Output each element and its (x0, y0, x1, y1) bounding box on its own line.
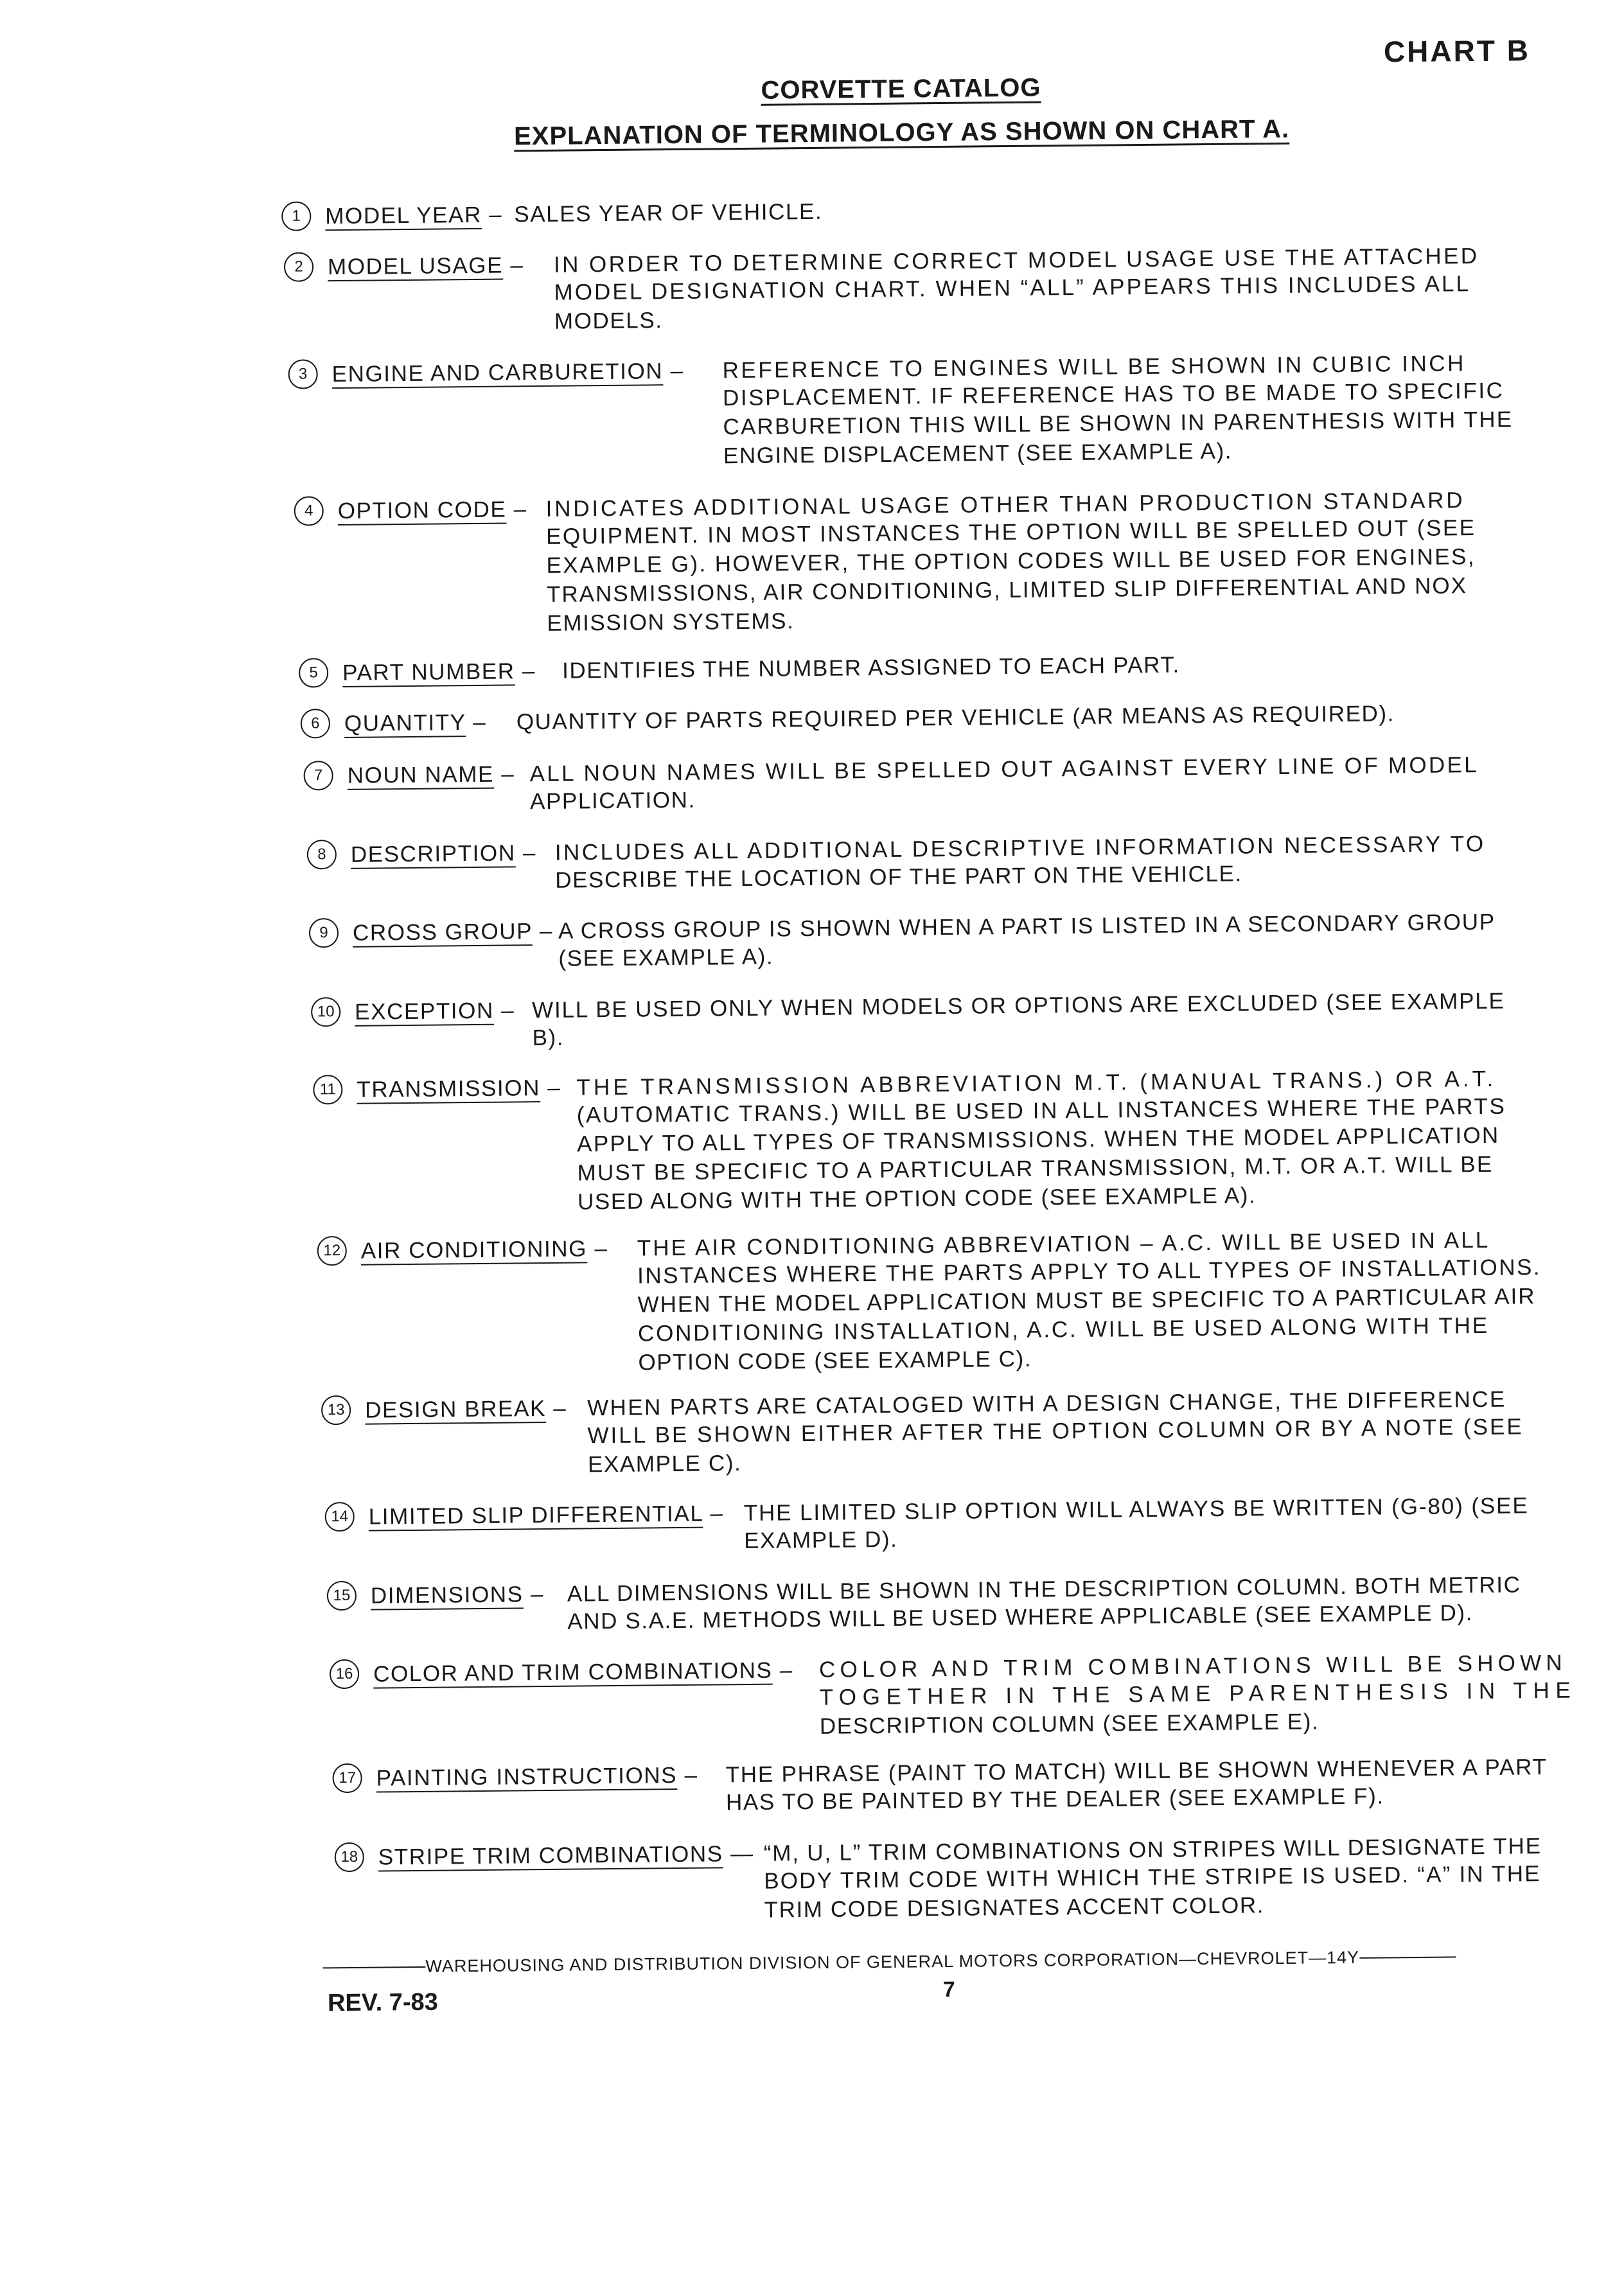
term-label: DESCRIPTION – (350, 840, 537, 867)
term-name: DESCRIPTION (350, 840, 516, 867)
term-name: TRANSMISSION (357, 1075, 541, 1102)
term-label: PAINTING INSTRUCTIONS – (376, 1762, 698, 1791)
revision-label: REV. 7-83 (327, 1988, 439, 2017)
entry-number-badge: 16 (330, 1659, 359, 1689)
definition-line: DESCRIBE THE LOCATION OF THE PART ON THE VEHICLE. (555, 861, 1243, 893)
definition-line: ALL DIMENSIONS WILL BE SHOWN IN THE DESCRIPTION COLUMN. BOTH METRIC (567, 1572, 1521, 1607)
definition-line: BODY TRIM CODE WITH WHICH THE STRIPE IS USED. “A” IN THE (764, 1861, 1541, 1894)
entry-number-badge: 2 (284, 252, 313, 281)
entry-number-badge: 11 (313, 1075, 342, 1104)
term-name: AIR CONDITIONING (360, 1236, 588, 1264)
definition-line: ALL NOUN NAMES WILL BE SPELLED OUT AGAINST EVERY LINE OF MODEL (529, 752, 1479, 787)
term-label: EXCEPTION – (355, 998, 515, 1025)
term-label: QUANTITY – (344, 709, 487, 736)
definition-line: USED ALONG WITH THE OPTION CODE (SEE EXAMPLE A). (577, 1183, 1257, 1215)
entry-number-badge: 5 (299, 658, 328, 687)
term-name: OPTION CODE (337, 497, 507, 524)
definition-line: TOGETHER IN THE SAME PARENTHESIS IN THE (819, 1677, 1577, 1710)
catalog-title: CORVETTE CATALOG (761, 73, 1041, 105)
term-name: COLOR AND TRIM COMBINATIONS (373, 1657, 773, 1687)
definition-line: APPLY TO ALL TYPES OF TRANSMISSIONS. WHEN THE MODEL APPLICATION (576, 1122, 1500, 1157)
term-label: AIR CONDITIONING – (360, 1236, 608, 1264)
entry-number-badge: 18 (335, 1842, 364, 1872)
term-name: EXCEPTION (355, 998, 495, 1025)
term-label: LIMITED SLIP DIFFERENTIAL – (368, 1501, 724, 1530)
entry-number-badge: 17 (332, 1763, 362, 1793)
definition-line: QUANTITY OF PARTS REQUIRED PER VEHICLE (AR MEANS AS REQUIRED). (516, 701, 1395, 735)
definition-line: MODEL DESIGNATION CHART. WHEN “ALL” APPEARS THIS INCLUDES ALL (554, 271, 1471, 305)
term-label: NOUN NAME – (347, 761, 515, 788)
definition-line: A CROSS GROUP IS SHOWN WHEN A PART IS LISTED IN A SECONDARY GROUP (558, 909, 1496, 944)
entry-number-badge: 9 (309, 918, 339, 948)
entry-number-badge: 13 (321, 1395, 351, 1425)
page-number: 7 (942, 1977, 955, 2002)
definition-line: IN ORDER TO DETERMINE CORRECT MODEL USAGE USE THE ATTACHED (553, 243, 1479, 278)
definition-line: REFERENCE TO ENGINES WILL BE SHOWN IN CUBIC INCH (722, 351, 1466, 384)
term-label: OPTION CODE – (337, 497, 527, 524)
term-name: QUANTITY (344, 710, 466, 736)
definition-line: TRANSMISSIONS, AIR CONDITIONING, LIMITED SLIP DIFFERENTIAL AND NOX (546, 573, 1468, 607)
definition-line: EXAMPLE G). HOWEVER, THE OPTION CODES WILL BE USED FOR ENGINES, (546, 544, 1476, 578)
definition-line: EQUIPMENT. IN MOST INSTANCES THE OPTION WILL BE SPELLED OUT (SEE (545, 515, 1476, 549)
entry-number-badge: 7 (303, 761, 333, 790)
definition-line: WILL BE USED ONLY WHEN MODELS OR OPTIONS ARE EXCLUDED (SEE EXAMPLE (531, 988, 1505, 1023)
definition-line: THE PHRASE (PAINT TO MATCH) WILL BE SHOWN WHENEVER A PART (725, 1754, 1548, 1788)
entry-number-badge: 8 (307, 840, 337, 869)
definition-line: B). (532, 1025, 565, 1051)
entry-number-badge: 15 (327, 1581, 357, 1611)
term-name: DIMENSIONS (370, 1582, 524, 1609)
definition-line: THE TRANSMISSION ABBREVIATION M.T. (MANUAL TRANS.) OR A.T. (576, 1066, 1497, 1100)
term-name: MODEL YEAR (325, 202, 482, 229)
definition-line: WILL BE SHOWN EITHER AFTER THE OPTION COLUMN OR BY A NOTE (SEE (587, 1414, 1524, 1449)
entry-number-badge: 4 (294, 496, 323, 525)
definition-line: INCLUDES ALL ADDITIONAL DESCRIPTIVE INFORMATION NECESSARY TO (554, 831, 1486, 865)
entry-number-badge: 14 (325, 1502, 355, 1532)
term-label: COLOR AND TRIM COMBINATIONS – (373, 1657, 794, 1687)
term-label: TRANSMISSION – (357, 1075, 561, 1102)
entry-number-badge: 1 (281, 201, 311, 231)
definition-line: EMISSION SYSTEMS. (547, 608, 795, 636)
footer-division-text: WAREHOUSING AND DISTRIBUTION DIVISION OF GENERAL MOTORS CORPORATION—CHEVROLET—14Y (425, 1947, 1360, 1976)
definition-line: TRIM CODE DESIGNATES ACCENT COLOR. (764, 1893, 1265, 1923)
term-label: MODEL USAGE – (327, 252, 524, 280)
definition-line: MUST BE SPECIFIC TO A PARTICULAR TRANSMISSION, M.T. OR A.T. WILL BE (577, 1151, 1494, 1186)
definition-line: AND S.A.E. METHODS WILL BE USED WHERE APPLICABLE (SEE EXAMPLE D). (567, 1600, 1474, 1634)
definition-line: COLOR AND TRIM COMBINATIONS WILL BE SHOWN (818, 1650, 1567, 1682)
term-name: LIMITED SLIP DIFFERENTIAL (368, 1501, 703, 1530)
term-label: MODEL YEAR – (325, 202, 503, 229)
term-name: MODEL USAGE (327, 252, 504, 280)
definition-line: IDENTIFIES THE NUMBER ASSIGNED TO EACH PART. (561, 652, 1181, 684)
definition-line: EXAMPLE C). (587, 1451, 742, 1478)
definition-line: DESCRIPTION COLUMN (SEE EXAMPLE E). (819, 1709, 1320, 1739)
term-name: DESIGN BREAK (364, 1395, 547, 1423)
term-label: DESIGN BREAK – (364, 1395, 567, 1423)
term-label: DIMENSIONS – (370, 1582, 545, 1609)
term-label: ENGINE AND CARBURETION – (331, 358, 684, 387)
definition-line: “M, U, L” TRIM COMBINATIONS ON STRIPES WILL DESIGNATE THE (763, 1833, 1542, 1866)
term-name: ENGINE AND CARBURETION (331, 358, 664, 387)
term-label: PART NUMBER – (342, 658, 536, 685)
definition-line: (SEE EXAMPLE A). (558, 944, 774, 971)
term-label: STRIPE TRIM COMBINATIONS — (378, 1841, 754, 1870)
definition-line: DISPLACEMENT. IF REFERENCE HAS TO BE MADE TO SPECIFIC (722, 378, 1505, 411)
definition-line: THE LIMITED SLIP OPTION WILL ALWAYS BE WRITTEN (G-80) (SEE (743, 1493, 1529, 1526)
definition-line: (AUTOMATIC TRANS.) WILL BE USED IN ALL INSTANCES WHERE THE PARTS (576, 1093, 1506, 1128)
term-name: CROSS GROUP (352, 919, 533, 946)
definition-line: INDICATES ADDITIONAL USAGE OTHER THAN PRODUCTION STANDARD (545, 488, 1465, 522)
explanation-title: EXPLANATION OF TERMINOLOGY AS SHOWN ON CHART A. (513, 114, 1290, 151)
entry-number-badge: 10 (311, 997, 340, 1027)
chart-label: CHART B (1383, 33, 1531, 69)
term-label: CROSS GROUP – (352, 918, 554, 946)
definition-line: CARBURETION THIS WILL BE SHOWN IN PARENTHESIS WITH THE (723, 407, 1514, 440)
definition-line: ENGINE DISPLACEMENT (SEE EXAMPLE A). (723, 438, 1233, 469)
definition-line: WHEN THE MODEL APPLICATION MUST BE SPECIFIC TO A PARTICULAR AIR (637, 1284, 1536, 1318)
definition-line: EXAMPLE D). (743, 1526, 898, 1554)
entry-number-badge: 3 (288, 359, 317, 389)
definition-line: SALES YEAR OF VEHICLE. (514, 199, 823, 227)
footer-rule-left (322, 1966, 425, 1968)
term-name: STRIPE TRIM COMBINATIONS (378, 1841, 723, 1870)
definition-line: HAS TO BE PAINTED BY THE DEALER (SEE EXAMPLE F). (725, 1783, 1384, 1815)
definition-line: OPTION CODE (SEE EXAMPLE C). (638, 1346, 1032, 1375)
definition-line: APPLICATION. (529, 787, 696, 815)
definition-line: WHEN PARTS ARE CATALOGED WITH A DESIGN CHANGE, THE DIFFERENCE (587, 1386, 1506, 1421)
entry-number-badge: 12 (317, 1236, 347, 1266)
term-name: NOUN NAME (347, 761, 495, 788)
footer-rule-right (1359, 1956, 1456, 1958)
footer-division-line (322, 1946, 1562, 1978)
term-name: PAINTING INSTRUCTIONS (376, 1763, 678, 1791)
definition-line: MODELS. (554, 308, 663, 334)
definition-line: INSTANCES WHERE THE PARTS APPLY TO ALL TYPES OF INSTALLATIONS. (637, 1255, 1542, 1289)
entry-number-badge: 6 (301, 709, 330, 738)
definition-line: CONDITIONING INSTALLATION, A.C. WILL BE USED ALONG WITH THE (637, 1312, 1490, 1346)
term-name: PART NUMBER (342, 658, 515, 685)
definition-line: THE AIR CONDITIONING ABBREVIATION – A.C. WILL BE USED IN ALL (637, 1227, 1490, 1261)
